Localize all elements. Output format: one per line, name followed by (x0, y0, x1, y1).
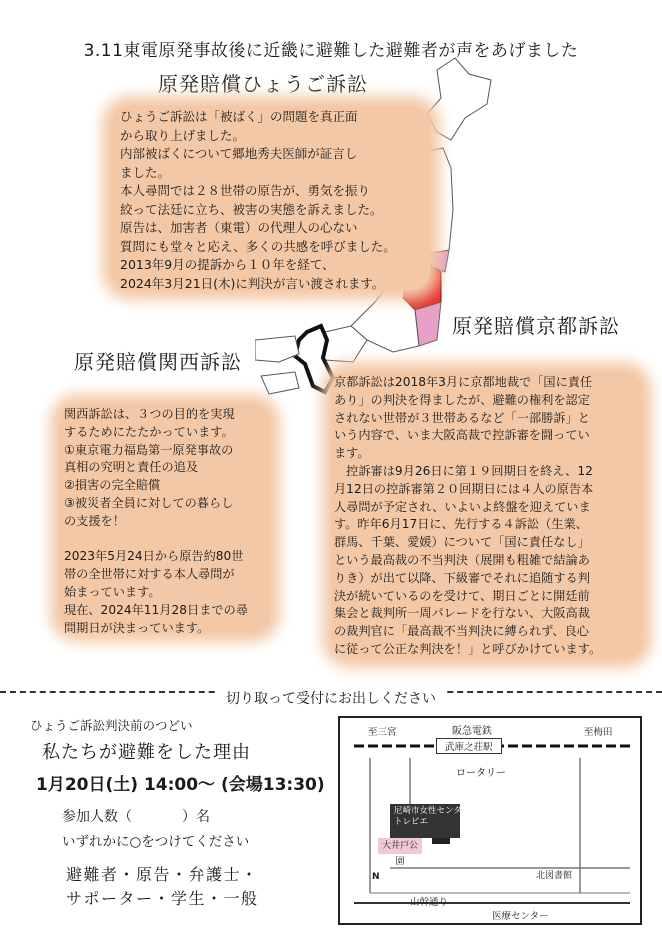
to-umeda-label: 至梅田 (584, 727, 613, 738)
hyogo-line: から取り上げました。 (120, 127, 246, 143)
participants-suffix: ）名 (182, 809, 210, 825)
kansai-title: 原発賠償関西訴訟 (74, 350, 242, 374)
kyoto-line: 人尋問が予定され、いよいよ終盤を迎えていま (334, 499, 591, 514)
kyoto-line: 京都訴訟は2018年3月に京都地裁で「国に責任 (334, 375, 593, 389)
participants-field[interactable] (62, 806, 210, 826)
roles-line-2[interactable]: サポーター・学生・一般 (66, 889, 259, 908)
north-arrow: N (372, 872, 380, 882)
kyoto-line: 月12日の控訴審第２０回期日には４人の原告本 (334, 481, 594, 496)
hyogo-line: 本人尋問では２８世帯の原告が、勇気を振り (120, 183, 371, 198)
cut-label (0, 688, 662, 708)
kyoto-line: 集会と裁判所一周パレードを行ない、大阪高裁 (334, 606, 590, 621)
ticket-subtitle: ひょうご訴訟判決前のつどい (30, 718, 193, 733)
road-label: 山幹通り (410, 897, 449, 908)
kyoto-line: 控訴審は9月26日に第１９回期日を終え、12 (334, 463, 593, 478)
hyogo-line: ました。 (120, 164, 171, 180)
kansai-line: 2023年5月24日から原告約80世 (64, 549, 244, 564)
hyogo-line: 2024年3月21日(木)に判決が言い渡されます。 (120, 275, 385, 291)
kyoto-line: りき）が出て以降、下級審でそれに追随する判 (334, 570, 590, 585)
map-hokkaido (427, 58, 491, 140)
kyoto-line: いう内容で、いま大阪高裁で控訴審を闘ってい (334, 428, 590, 443)
kyoto-line: あり」の判決を得ましたが、避難の権利を認定 (334, 392, 590, 407)
venue-name: 尼崎市女性センター (394, 806, 471, 816)
kansai-line: 真相の究明と責任の追及 (64, 460, 199, 475)
rotary-label: ロータリー (456, 768, 506, 779)
venue-map (338, 716, 642, 925)
headline: 3.11東電原発事故後に近畿に避難した避難者が声をあげました (83, 41, 579, 61)
roles-line-1[interactable]: 避難者・原告・弁護士・ (66, 865, 259, 884)
map-chugoku (255, 336, 299, 362)
kyoto-line: 群馬、千葉、愛媛）について「国に責任なし」 (334, 535, 590, 550)
kyoto-line: す。昨年6月17日に、先行する４訴訟（生業、 (334, 517, 588, 532)
hyogo-title: 原発賠償ひょうご訴訟 (158, 72, 368, 96)
station-label: 武庫之荘駅 (436, 738, 502, 754)
kansai-line: 始まっています。 (64, 584, 161, 599)
participants-prefix: 参加人数（ (62, 809, 132, 825)
cut-label-text: 切り取って受付にお出しください (216, 691, 446, 707)
kansai-line: 問期日が決まっています。 (64, 620, 210, 635)
venue-label[interactable] (390, 804, 471, 838)
kansai-line: するためにたたかっています。 (64, 424, 234, 439)
kansai-line: 関西訴訟は、３つの目的を実現 (64, 407, 235, 421)
ticket-instruction: いずれかに○をつけてください (62, 834, 250, 850)
ticket-title: 私たちが避難をした理由 (42, 742, 251, 763)
venue-subname: トレピエ (394, 817, 429, 827)
to-sannomiya-label: 至三宮 (368, 727, 397, 738)
hyogo-line: 内部被ばくについて郷地秀夫医師が証言し (120, 146, 358, 161)
hyogo-text (120, 108, 430, 293)
kyoto-line: に従って公正な判決を！」と呼びかけています。 (334, 641, 602, 656)
kyoto-line: という最高裁の不当判決（展開も粗雑で結論あ (334, 552, 590, 567)
kyoto-line: の裁判官に「最高裁不当判決に縛られず、良心 (334, 624, 589, 639)
kyoto-line: 決が続いているのを受けて、期日ごとに開廷前 (334, 588, 590, 603)
kansai-line: の支援を！ (64, 513, 125, 528)
hyogo-line: 原告は、加害者（東電）の代理人の心ない (120, 220, 358, 235)
kansai-text (64, 406, 270, 637)
kansai-line: ②損害の完全賠償 (64, 478, 161, 493)
kansai-line: ③被災者全員に対しての暮らし (64, 495, 234, 510)
park-label: 大井戸公園 (378, 838, 422, 854)
clinic-label: 医療センター (492, 911, 549, 922)
hyogo-line: 質問にも堂々と応え、多くの共感を呼びました。 (120, 238, 396, 254)
hyogo-line: 絞って法廷に立ち、被害の実態を訴えました。 (120, 201, 383, 217)
kansai-line: 帯の全世帯に対する本人尋問が (64, 567, 235, 582)
map-pink-south (415, 302, 441, 346)
kyoto-title: 原発賠償京都訴訟 (452, 314, 620, 338)
kansai-line: ①東京電力福島第一原発事故の (64, 442, 234, 457)
kyoto-line: されない世帯が３世帯あるなど「一部勝訴」と (334, 410, 590, 425)
bookstore-label: 北図書館 (536, 871, 573, 881)
hankyu-label: 阪急電鉄 (452, 726, 492, 737)
kansai-line: 現在、2024年11月28日までの尋 (64, 602, 248, 617)
kansai-line (64, 531, 270, 549)
map-shikoku (261, 372, 299, 394)
kyoto-line: ます。 (334, 446, 370, 461)
kyoto-text (334, 374, 640, 659)
hyogo-line: 2013年9月の提訴から１０年を経て、 (120, 257, 335, 272)
ticket-datetime: 1月20日(土) 14:00～ (会場13:30) (36, 775, 325, 795)
hyogo-line: ひょうご訴訟は「被ばく」の問題を真正面 (120, 109, 358, 124)
